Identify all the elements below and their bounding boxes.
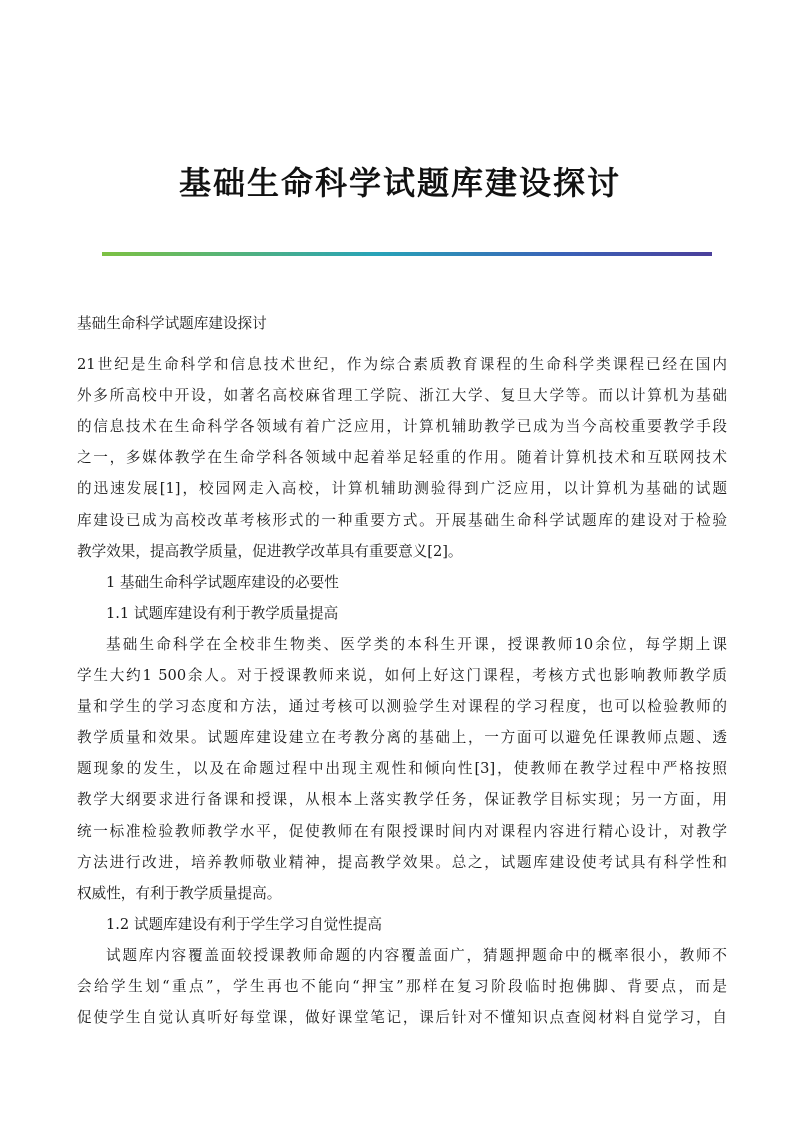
text-line: 的迅速发展[1]，校园网走入高校，计算机辅助测验得到广泛应用，以计算机为基础的试题 [77, 480, 727, 498]
text-line: 教学大纲要求进行备课和授课，从根本上落实教学任务，保证教学目标实现；另一方面，用 [77, 791, 727, 809]
text-line: 1.2 试题库建设有利于学生学习自觉性提高 [106, 915, 382, 933]
text-line: 教学质量和效果。试题库建设建立在考教分离的基础上，一方面可以避免任课教师点题、透 [77, 729, 727, 747]
text-line: 方法进行改进，培养教师敬业精神，提高教学效果。总之，试题库建设使考试具有科学性和 [77, 853, 727, 871]
text-line: 教学效果，提高教学质量，促进教学改革具有重要意义[2]。 [77, 542, 463, 560]
text-line: 基础生命科学试题库建设探讨 [77, 315, 267, 332]
text-line: 学生大约1 500余人。对于授课教师来说，如何上好这门课程，考核方式也影响教师教学质 [77, 667, 727, 685]
text-line: 外多所高校中开设，如著名高校麻省理工学院、浙江大学、复旦大学等。而以计算机为基础 [77, 387, 727, 405]
text-line: 权威性，有利于教学质量提高。 [77, 884, 282, 902]
text-line: 量和学生的学习态度和方法，通过考核可以测验学生对课程的学习程度，也可以检验教师的 [77, 698, 727, 716]
page-title: 基础生命科学试题库建设探讨 [178, 164, 621, 202]
text-line: 之一，多媒体教学在生命学科各领域中起着举足轻重的作用。随着计算机技术和互联网技术 [77, 449, 727, 467]
text-line: 库建设已成为高校改革考核形式的一种重要方式。开展基础生命科学试题库的建设对于检验 [77, 511, 727, 529]
document-body [77, 308, 727, 1033]
text-line: 统一标准检验教师教学水平，促使教师在有限授课时间内对课程内容进行精心设计，对教学 [77, 822, 727, 840]
text-line: 基础生命科学在全校非生物类、医学类的本科生开课，授课教师10余位，每学期上课 [106, 635, 727, 653]
title-divider [102, 252, 712, 256]
text-line: 试题库内容覆盖面较授课教师命题的内容覆盖面广，猜题押题命中的概率很小，教师不 [106, 946, 727, 964]
text-line: 促使学生自觉认真听好每堂课，做好课堂笔记，课后针对不懂知识点查阅材料自觉学习，自 [77, 1009, 727, 1027]
text-line: 1.1 试题库建设有利于教学质量提高 [106, 604, 339, 622]
text-line: 会给学生划“重点”，学生再也不能向“押宝”那样在复习阶段临时抱佛脚、背要点，而是 [77, 977, 727, 995]
text-line: 1 基础生命科学试题库建设的必要性 [106, 573, 339, 591]
text-line: 21世纪是生命科学和信息技术世纪，作为综合素质教育课程的生命科学类课程已经在国内 [77, 356, 727, 374]
paragraph-gap [77, 339, 727, 349]
text-line: 题现象的发生，以及在命题过程中出现主观性和倾向性[3]，使教师在教学过程中严格按照 [77, 760, 727, 778]
text-line: 的信息技术在生命科学各领域有着广泛应用，计算机辅助教学已成为当今高校重要教学手段 [77, 418, 727, 436]
